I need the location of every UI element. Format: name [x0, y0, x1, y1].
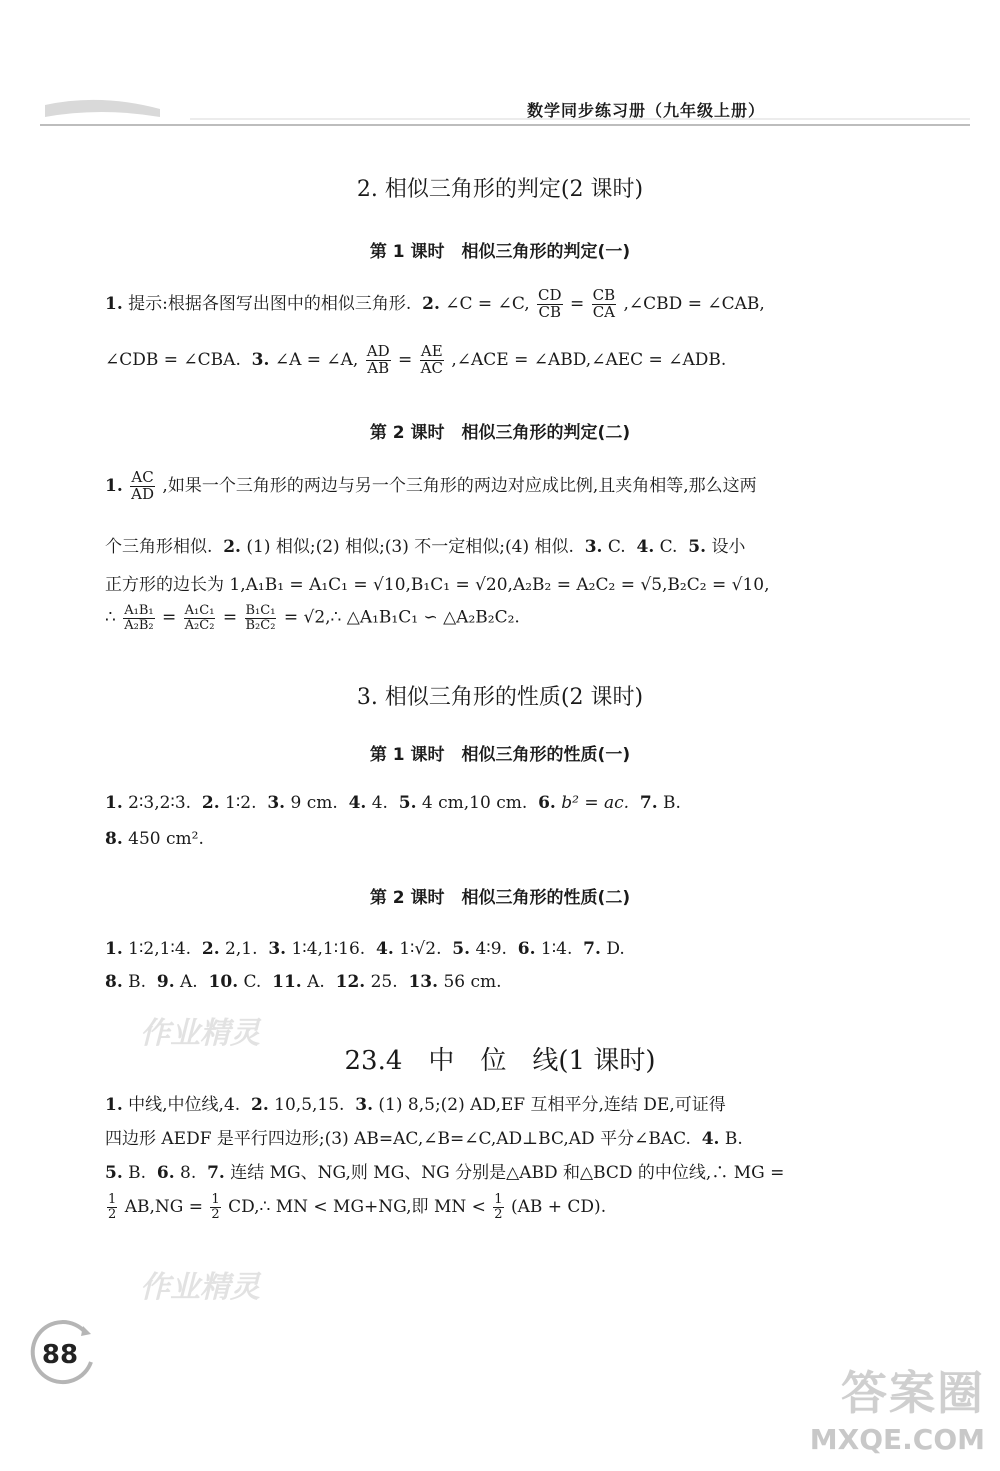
- answer-text: CD,∴ MN < MG+NG,即 MN <: [228, 1197, 486, 1217]
- lesson-title: 第 2 课时 相似三角形的判定(二): [369, 423, 631, 443]
- answer-text: 56 cm.: [443, 972, 502, 992]
- question-number: 3.: [268, 939, 287, 959]
- question-number: 4.: [636, 537, 655, 557]
- fraction: $\frac{1}{2}$: [211, 1192, 220, 1222]
- answer-text: 正方形的边长为 1,A₁B₁ = A₁C₁ = √10,B₁C₁ = √20,A₂B₂ = A₂C₂ = √5,B₂C₂ = √10,: [105, 575, 770, 595]
- answer-line: [105, 793, 681, 813]
- answer-text: B.: [724, 1129, 743, 1149]
- answer-line: [105, 1158, 784, 1183]
- answer-line: [105, 344, 726, 377]
- answer-text: 4 cm,10 cm.: [421, 793, 528, 813]
- fraction: $\frac{CB}{CA}$: [592, 286, 616, 321]
- fraction: $\frac{\text{B₁C₁}}{\text{B₂C₂}}$: [245, 603, 276, 633]
- question-number: 12.: [335, 972, 366, 992]
- answer-text: 4∶9.: [475, 939, 507, 959]
- question-number: 2.: [223, 537, 241, 557]
- question-number: 5.: [688, 537, 707, 557]
- therefore-sign: ∴: [105, 607, 116, 628]
- question-number: 2.: [422, 293, 440, 314]
- answer-text: (1) 8,5;(2) AD,EF 互相平分,连结 DE,可证得: [378, 1095, 726, 1115]
- section-title: 3. 相似三角形的性质(2 课时): [356, 685, 644, 710]
- running-header-title: 数学同步练习册（九年级上册）: [526, 101, 765, 120]
- fraction: $\frac{1}{2}$: [494, 1192, 503, 1222]
- answer-text: 450 cm².: [128, 829, 204, 849]
- page-number: 88: [41, 1340, 79, 1370]
- lesson-title: 第 2 课时 相似三角形的性质(二): [369, 888, 631, 908]
- fraction: $\frac{\text{A₁C₁}}{\text{A₂C₂}}$: [184, 603, 215, 633]
- answer-text: 设小: [711, 537, 746, 557]
- question-number: 8.: [105, 829, 123, 849]
- question-number: 3.: [584, 537, 603, 557]
- answer-text: AB,NG =: [124, 1197, 203, 1217]
- answer-text: 2∶3,2∶3.: [128, 793, 192, 813]
- answer-line: [105, 939, 625, 959]
- question-number: 9.: [156, 972, 175, 992]
- question-number: 1.: [105, 475, 123, 496]
- answer-text: = √2,∴ △A₁B₁C₁ ∽ △A₂B₂C₂.: [283, 607, 520, 628]
- question-number: 2.: [201, 939, 220, 959]
- watermark-text: 作业精灵: [140, 1270, 260, 1305]
- section-title: 23.4 中 位 线(1 课时): [344, 1046, 656, 1076]
- question-number: 6.: [156, 1163, 175, 1183]
- answer-text: A.: [180, 972, 198, 992]
- question-number: 10.: [208, 972, 239, 992]
- answer-text: 连结 MG、NG,则 MG、NG 分别是△ABD 和△BCD 的中位线,∴ MG =: [230, 1163, 785, 1183]
- answer-text: 25.: [370, 972, 398, 992]
- answer-text: 4.: [371, 793, 388, 813]
- question-number: 2.: [201, 793, 220, 813]
- answer-text: 四边形 AEDF 是平行四边形;(3) AB=AC,∠B=∠C,AD⊥BC,AD 平分∠BAC.: [105, 1129, 691, 1149]
- answer-text: ∠C = ∠C,: [445, 293, 530, 314]
- question-number: 1.: [105, 793, 123, 813]
- question-number: 7.: [207, 1163, 225, 1183]
- question-number: 3.: [267, 793, 286, 813]
- answer-text: b² = ac.: [561, 793, 630, 813]
- question-number: 6.: [517, 939, 536, 959]
- answer-text: ,如果一个三角形的两边与另一个三角形的两边对应成比例,且夹角相等,那么这两: [162, 475, 757, 496]
- watermark-text: 作业精灵: [140, 1016, 260, 1051]
- answer-line: [105, 570, 769, 595]
- answer-text: B.: [128, 972, 147, 992]
- fraction: $\frac{1}{2}$: [108, 1192, 117, 1222]
- question-number: 5.: [105, 1163, 123, 1183]
- answer-text: 1∶4,1∶16.: [291, 939, 366, 959]
- header-decoration: [40, 95, 970, 133]
- lesson-title: 第 1 课时 相似三角形的性质(一): [369, 745, 631, 765]
- equals-sign: =: [162, 607, 177, 628]
- answer-text: ∠CDB = ∠CBA.: [105, 349, 241, 370]
- answer-text: (AB + CD).: [510, 1197, 607, 1217]
- question-number: 3.: [355, 1095, 374, 1115]
- answer-text: B.: [128, 1163, 147, 1183]
- question-number: 11.: [272, 972, 302, 992]
- question-number: 8.: [105, 972, 123, 992]
- question-number: 1.: [105, 293, 123, 314]
- section-title: 2. 相似三角形的判定(2 课时): [356, 177, 644, 202]
- equals-sign: =: [222, 607, 238, 628]
- question-number: 6.: [538, 793, 556, 813]
- answer-text: 8.: [180, 1163, 197, 1183]
- answer-text: 1∶√2.: [399, 939, 442, 959]
- answer-text: D.: [606, 939, 625, 959]
- answer-text: ,∠ACE = ∠ABD,∠AEC = ∠ADB.: [451, 349, 727, 370]
- answer-text: C.: [659, 537, 678, 557]
- corner-watermark-url: MXQE.COM: [809, 1423, 985, 1456]
- answer-text: 10,5,15.: [274, 1095, 345, 1115]
- question-number: 1.: [105, 1095, 123, 1115]
- answer-line: [105, 972, 502, 992]
- answer-text: ,∠CBD = ∠CAB,: [623, 293, 765, 314]
- equals-sign: =: [569, 293, 585, 314]
- answer-text: 提示:根据各图写出图中的相似三角形.: [128, 293, 412, 314]
- answer-text: C.: [607, 537, 626, 557]
- answer-text: 2,1.: [225, 939, 258, 959]
- answer-line: [105, 829, 204, 849]
- answer-line: [105, 288, 765, 321]
- lesson-title: 第 1 课时 相似三角形的判定(一): [369, 242, 631, 262]
- answer-text: 9 cm.: [290, 793, 338, 813]
- answer-line: [105, 532, 745, 557]
- answer-line: [105, 1090, 726, 1115]
- answer-text: A.: [307, 972, 325, 992]
- fraction: $\frac{AD}{AB}$: [366, 342, 390, 377]
- question-number: 1.: [105, 939, 123, 959]
- fraction: $\frac{AE}{AC}$: [420, 342, 443, 377]
- answer-text: 中线,中位线,4.: [128, 1095, 241, 1115]
- answer-text: (1) 相似;(2) 相似;(3) 不一定相似;(4) 相似.: [246, 537, 574, 557]
- answer-text: 1∶4.: [540, 939, 573, 959]
- answer-line: [105, 1192, 606, 1222]
- question-number: 7.: [639, 793, 658, 813]
- question-number: 5.: [452, 939, 471, 959]
- question-number: 4.: [376, 939, 394, 959]
- equals-sign: =: [398, 349, 413, 370]
- answer-text: ∠A = ∠A,: [274, 349, 359, 370]
- question-number: 2.: [251, 1095, 269, 1115]
- answer-text: 个三角形相似.: [105, 537, 213, 557]
- fraction: $\frac{CD}{CB}$: [538, 286, 562, 321]
- answer-text: 1∶2,1∶4.: [128, 939, 192, 959]
- answer-text: B.: [663, 793, 681, 813]
- question-number: 13.: [408, 972, 439, 992]
- question-number: 3.: [251, 349, 270, 370]
- corner-watermark: [810, 1357, 985, 1456]
- question-number: 4.: [348, 793, 367, 813]
- answer-text: 1∶2.: [225, 793, 257, 813]
- answer-text: C.: [243, 972, 262, 992]
- question-number: 7.: [583, 939, 601, 959]
- question-number: 4.: [701, 1129, 720, 1149]
- corner-watermark-logo: 答案圈: [841, 1366, 985, 1420]
- fraction: $\frac{\text{A₁B₁}}{\text{A₂B₂}}$: [124, 603, 154, 633]
- answer-line: [105, 1124, 743, 1149]
- answer-line: [105, 470, 757, 503]
- question-number: 5.: [398, 793, 417, 813]
- answer-line: [105, 604, 520, 632]
- fraction: $\frac{AC}{AD}$: [131, 468, 155, 503]
